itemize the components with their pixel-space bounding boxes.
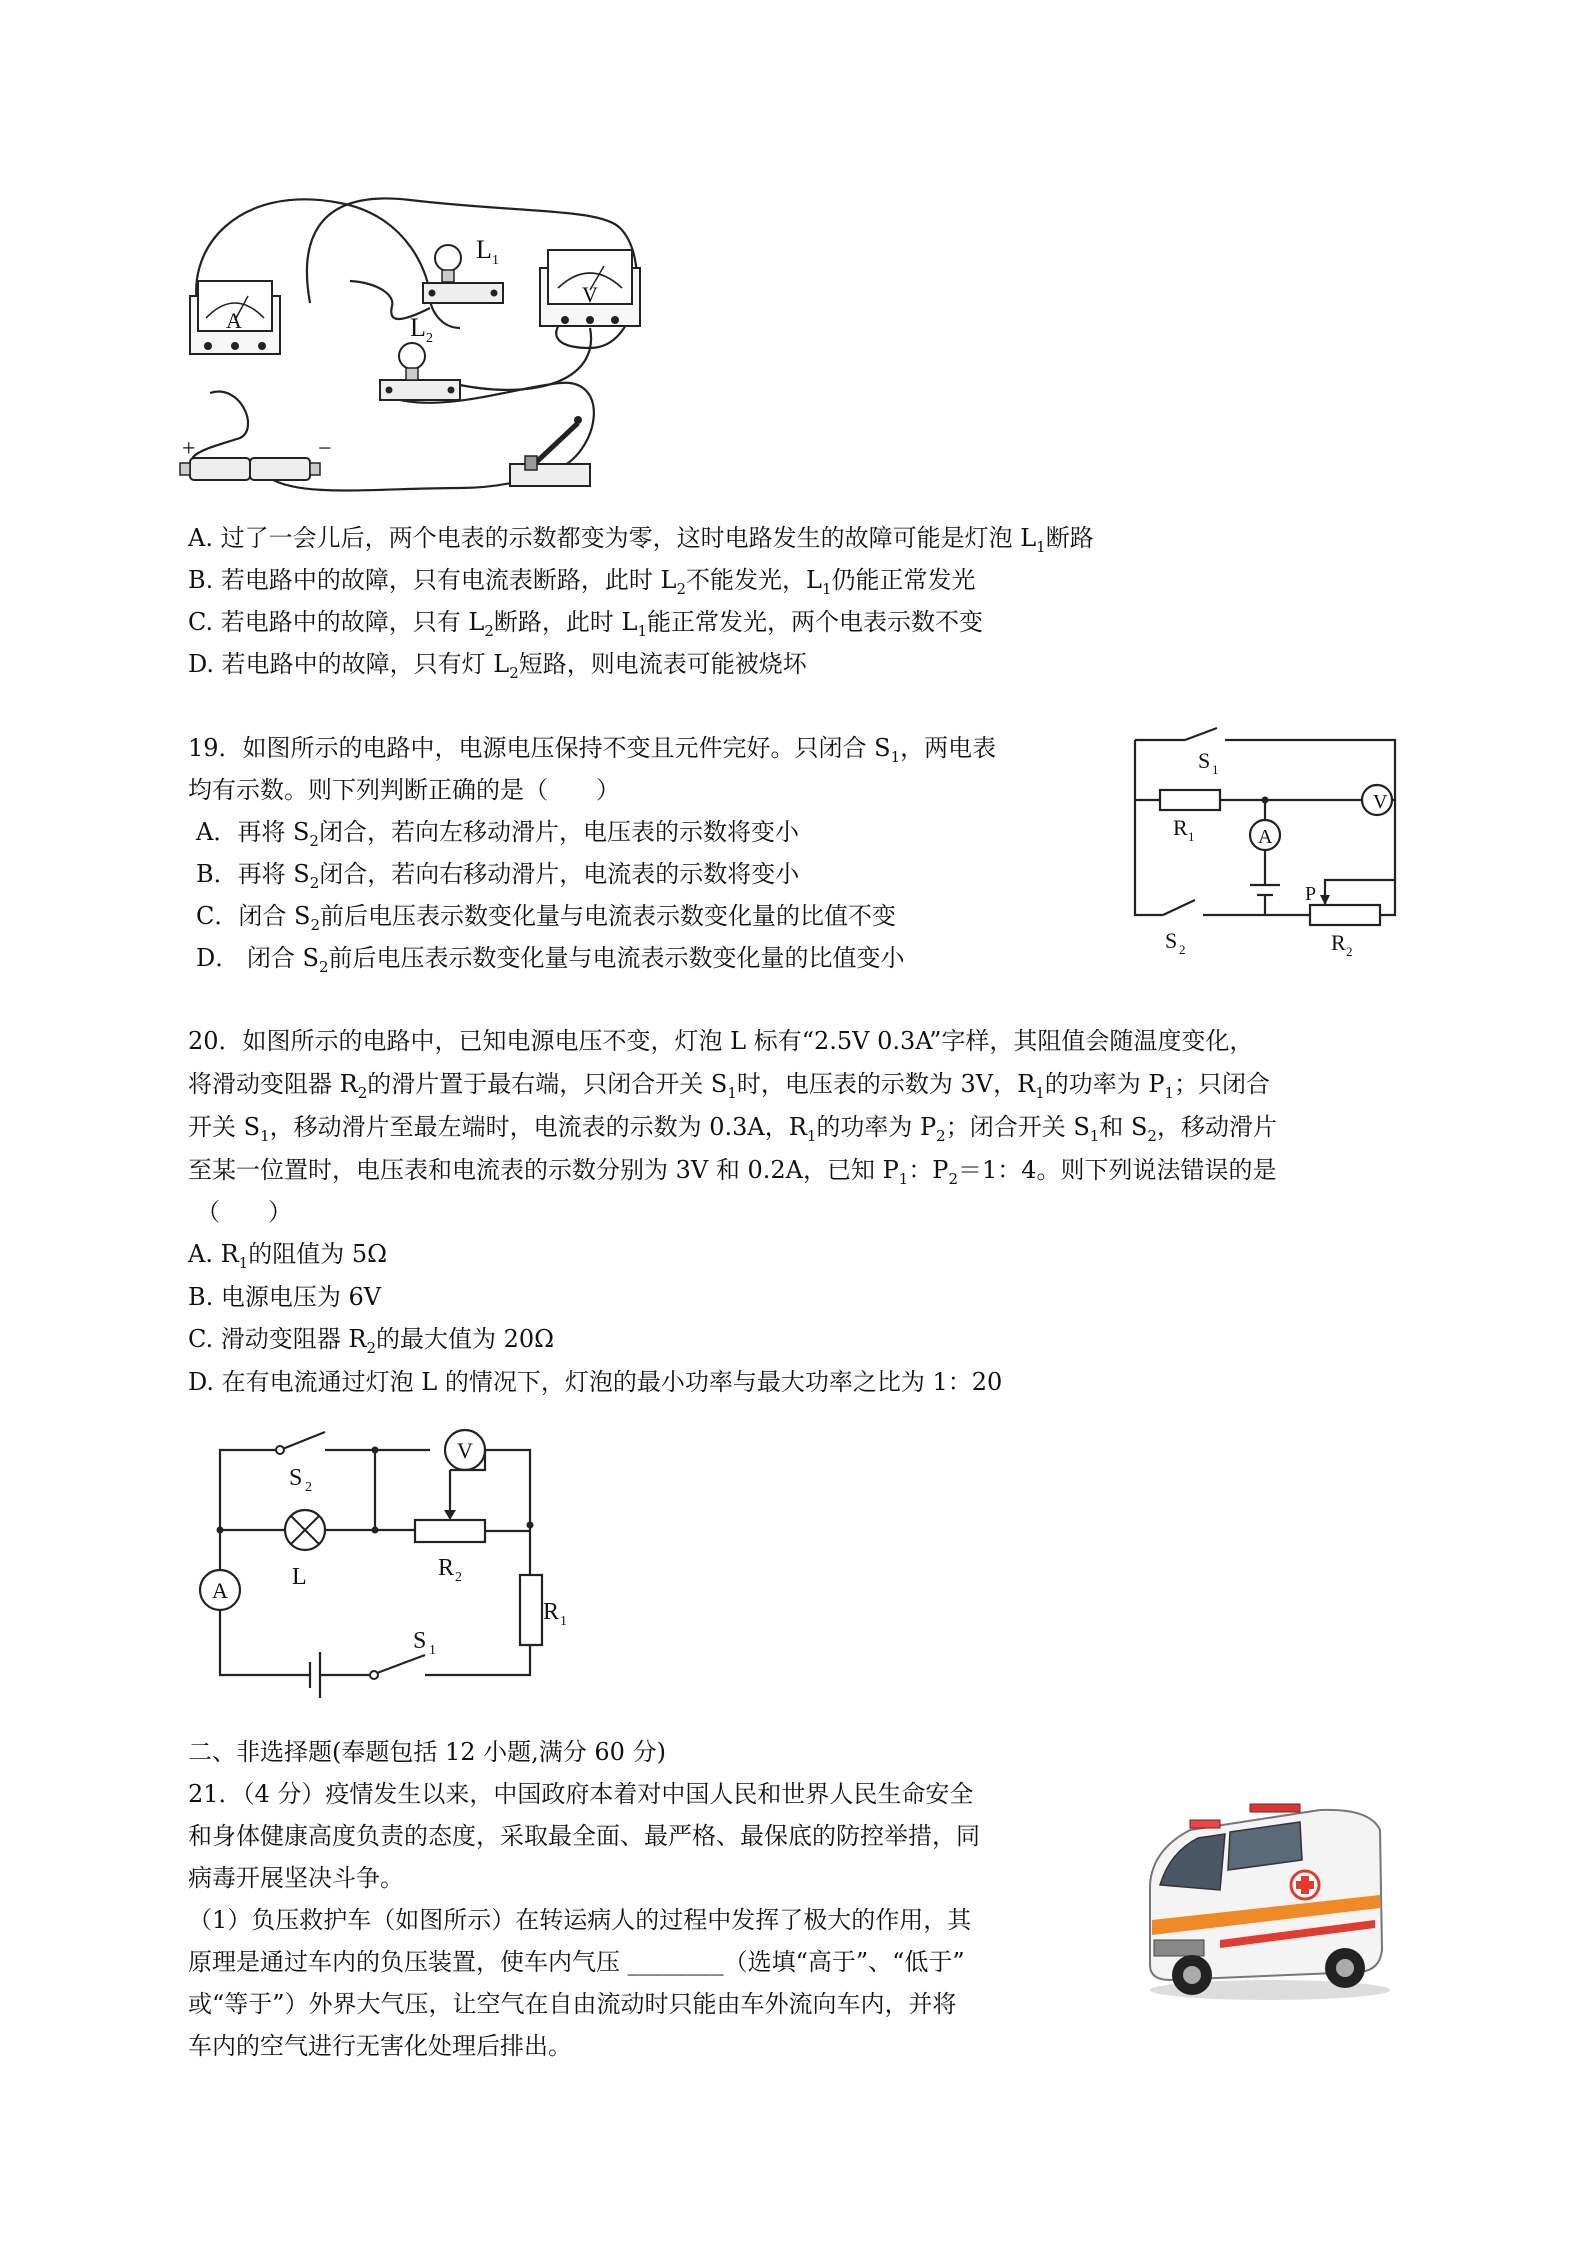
lamp-l1-icon [423,235,503,303]
q21-line-1: 21．（4 分）疫情发生以来，中国政府本着对中国人民和世界人民生命安全 [188,1780,974,1808]
svg-text:V: V [582,282,598,307]
svg-text:R: R [543,1599,560,1625]
svg-text:P: P [1305,883,1317,905]
svg-text:A: A [226,308,242,333]
q19-option-c: C．闭合 $S_2$前后电压表示数变化量与电流表示数变化量的比值不变 [196,902,896,934]
q19-stem-line2: 均有示数。则下列判断正确的是（ ） [188,776,620,804]
section-two-heading: 二、非选择题(奉题包括 12 小题,满分 60 分) [188,1738,666,1766]
q19-option-d: D． 闭合 $S_2$前后电压表示数变化量与电流表示数变化量的比值变小 [196,944,905,976]
svg-text:+: + [182,436,196,462]
q19-circuit-diagram [1125,720,1425,970]
svg-text:2: 2 [455,1570,462,1585]
svg-text:L: L [292,1564,307,1590]
q21-line-2: 和身体健康高度负责的态度，采取最全面、最严格、最保底的防控举措，同 [188,1822,980,1850]
svg-text:1: 1 [1212,762,1219,777]
q20-option-a: A. $R_1$的阻值为 5Ω [188,1240,388,1272]
svg-text:R: R [1173,815,1188,840]
svg-text:A: A [1258,826,1273,848]
svg-text:S: S [1165,928,1178,953]
q20-stem-line2: 将滑动变阻器 $R_2$的滑片置于最右端，只闭合开关 $S_1$时，电压表的示数为 3V，$R_1$的功率为 $P_1$；只闭合 [188,1070,1271,1102]
svg-text:2: 2 [1179,942,1186,957]
q19-stem-line1: 19．如图所示的电路中，电源电压保持不变且元件完好。只闭合 $S_1$，两电表 [188,734,997,766]
svg-text:R: R [1331,930,1346,955]
q18-option-c: C. 若电路中的故障，只有 $L_2$断路，此时 $L_1$能正常发光，两个电表示数不变 [188,608,984,640]
q21-line-7: 车内的空气进行无害化处理后排出。 [188,2032,572,2060]
q18-circuit-figure [180,188,650,508]
svg-text:V: V [457,1438,473,1463]
svg-text:V: V [1373,791,1388,813]
svg-text:L: L [476,235,492,264]
q20-option-d: D. 在有电流通过灯泡 L 的情况下，灯泡的最小功率与最大功率之比为 1：20 [188,1368,1003,1396]
ambulance-image [1130,1790,1400,2005]
q21-line-3: 病毒开展坚决斗争。 [188,1864,404,1892]
svg-text:2: 2 [426,331,433,346]
battery-icon [180,436,332,480]
q20-stem-line3: 开关 $S_1$，移动滑片至最左端时，电流表的示数为 0.3A，$R_1$的功率为 $P_2$；闭合开关 $S_1$和 $S_2$，移动滑片 [188,1113,1277,1145]
q21-line-6: 或“等于”）外界大气压，让空气在自由流动时只能由车外流向车内，并将 [188,1990,957,2018]
q18-option-b: B. 若电路中的故障，只有电流表断路，此时 $L_2$不能发光，$L_1$仍能正常发光 [188,566,976,598]
q18-option-a: A. 过了一会儿后，两个电表的示数都变为零，这时电路发生的故障可能是灯泡 $L_1$断路 [188,524,1094,556]
q19-option-a: A．再将 $S_2$闭合，若向左移动滑片，电压表的示数将变小 [196,818,799,850]
q20-stem-line5: （ ） [196,1198,292,1226]
ammeter-icon [190,281,280,366]
svg-text:A: A [212,1578,228,1603]
svg-text:1: 1 [492,253,499,268]
svg-text:S: S [289,1465,303,1491]
q21-line-5: 原理是通过车内的负压装置，使车内气压 ________（选填“高于”、“低于” [188,1948,965,1976]
q21-line-4: （1）负压救护车（如图所示）在转运病人的过程中发挥了极大的作用，其 [188,1906,972,1934]
q20-circuit-diagram [185,1420,565,1695]
svg-text:−: − [318,436,332,462]
knife-switch-icon [510,416,590,486]
q20-stem-line4: 至某一位置时，电压表和电流表的示数分别为 3V 和 0.2A，已知 $P_1$：$P_2=1$：4。则下列说法错误的是 [188,1156,1277,1188]
svg-text:L: L [410,313,426,342]
svg-text:S: S [1198,748,1211,773]
svg-text:S: S [413,1628,427,1654]
svg-text:R: R [438,1555,455,1581]
q18-option-d: D. 若电路中的故障，只有灯 $L_2$短路，则电流表可能被烧坏 [188,650,807,682]
svg-text:2: 2 [1346,944,1353,959]
svg-text:1: 1 [429,1643,436,1658]
svg-text:1: 1 [560,1614,567,1629]
q20-option-b: B. 电源电压为 6V [188,1283,382,1311]
q20-stem-line1: 20．如图所示的电路中，已知电源电压不变，灯泡 L 标有“2.5V 0.3A”字样，其阻值会随温度变化， [188,1027,1254,1055]
svg-text:1: 1 [1188,829,1195,844]
svg-text:2: 2 [305,1480,312,1495]
q20-option-c: C. 滑动变阻器 $R_2$的最大值为 20Ω [188,1325,555,1357]
voltmeter-icon [540,250,640,326]
q19-option-b: B．再将 $S_2$闭合，若向右移动滑片，电流表的示数将变小 [196,860,800,892]
